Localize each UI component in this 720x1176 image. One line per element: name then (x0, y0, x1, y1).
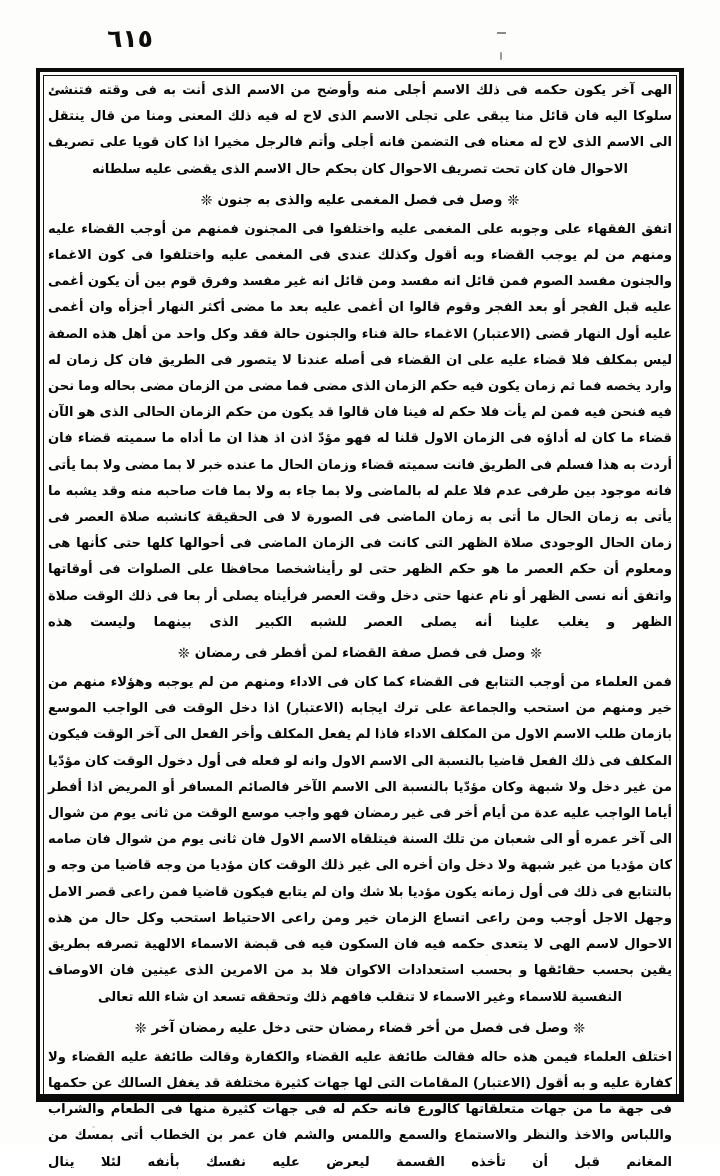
scan-speck (92, 1126, 95, 1128)
floret-icon-end: ❊ (134, 1020, 147, 1037)
floret-icon-start: ❊ (573, 1020, 586, 1037)
floret-icon-end: ❊ (200, 192, 213, 209)
scan-speck (486, 954, 488, 956)
paragraph-opening: الهى آخر يكون حكمه فى ذلك الاسم أجلى منه وأوضح من الاسم الذى أنت به فى وقته فتنشئ سلوكا اليه فان قائل منا يبقى على تجلى الاسم الذى لاح له فيه ذلك المعنى ومنا من قال ينتقل الى الاسم الذى لاح له معناه فى التضمن فانه أجلى وأتم فالرجل مخيرا اذا كان قويا على تصريف الاحوال فان كان تحت تصريف الاحوال كان بحكم حال الاسم الذى يقضى عليه سلطانه (48, 83, 672, 177)
section-heading-coma-text: وصل فى فصل المغمى عليه والذى به جنون (217, 192, 503, 208)
frame-right-rule (679, 68, 684, 1102)
folio-number: ٦١٥ (107, 24, 153, 53)
floret-icon-end: ❊ (178, 646, 190, 663)
paragraph-coma-madness: اتفق الفقهاء على وجوبه على المغمى عليه واختلفوا فى المجنون فمنهم من أوجب القضاء عليه ومنهم من لم يوجب القضاء وبه أقول وكذلك عندى فى المغمى عليه واختلفوا فى كون الاغماء والجنون مفسد الصوم فمن قائل انه مفسد ومن قائل انه غير مفسد وفرق قوم بين أن يكون أغمى عليه قبل الفجر أو بعد الفجر وقوم قالوا ان أغمى عليه بعد ما مضى أكثر النهار أجزأه وان أغمى عليه أول النهار قضى (الاعتبار) الاغماء حالة فناء والجنون حالة فقد وكل واحد من أهل هذه الصفة ليس بمكلف فلا قضاء عليه على ان القضاء فى أصله عندنا لا يتصور فى الطريق فان كل زمان له وارد يخصه فما ثم زمان يكون فيه حكم الزمان الذى مضى فما مضى من الزمان مضى بحاله وما نحن فيه فنحن فيه فمن لم يأت فلا حكم له فينا فان قالوا قد يكون من حكم الزمان الحالى الذى هو الآن قضاء ما كان له أداؤه فى الزمان الاول قلنا له فهو مؤدّ اذن اذ هذا ان ما أداه ما سميته قضاء فان أردت به هذا فسلم فى الطريق فانت سميته قضاء وزمان الحال ما عنده خبر لا بما مضى ولا بما يأتى فانه موجود بين طرفى عدم فلا علم له بالماضى ولا بما جاء به ولا بما فات صاحبه منه وقد يشبه ما يأتى به زمان الحال ما أتى به زمان الماضى فى الصورة لا فى الحقيقة كانشبه صلاة العصر فى زمان الحال الوجودى صلاة الظهر التى كانت فى الزمان الماضى فى أحوالها كلها حتى كأنها هى ومعلوم أن حكم العصر ما هو حكم الظهر حتى لو رأيناشخصا محافظا على الصلوات فى أوقاتها واتفق أنه نسى الظهر أو نام عنها حتى دخل وقت العصر فرأيناه يصلى أر بعا فى ذلك الوقت صلاة الظهر و يغلب علينا أنه يصلى العصر للشبه الكبير الذى بينهما وليست هذه (48, 221, 672, 630)
margin-mark-dash (497, 32, 506, 34)
floret-icon-start: ❊ (530, 646, 542, 663)
section-heading-coma (48, 185, 672, 216)
section-heading-delayed-text: وصل فى فصل من أخر قضاء رمضان حتى دخل عليه رمضان آخر (151, 1020, 569, 1036)
text-column (48, 78, 672, 1170)
section-heading-makeup (48, 638, 672, 669)
margin-mark-dot (500, 52, 502, 60)
paragraph-delayed-makeup: اختلف العلماء فيمن هذه حاله فقالت طائفة عليه القضاء والكفارة وقالت طائفة عليه القضاء ولا كفارة عليه و به أقول (الاعتبار) المقامات التى لها جهات كثيرة مختلفة قد يغفل السالك عن حكمها فى جهة ما من جهات متعلقاتها كالورع فانه حكم له فى جهات كثيرة منها فى الطعام والشراب واللباس والاخذ والنظر والاستماع والسمع واللمس والشم فان عمر بن الخطاب أتى بمسك من المغانم قبل أن تأخذه القسمة ليعرض عليه نفسك بأنفه لئلا ينال (48, 1049, 672, 1170)
section-heading-makeup-text: وصل فى فصل صفة القضاء لمن أفطر فى رمضان (194, 646, 526, 662)
paragraph-makeup-fast: فمن العلماء من أوجب التتابع فى القضاء كما كان فى الاداء ومنهم من لم يوجبه وهؤلاء منهم من خير ومنهم من استحب والجماعة على ترك ايجابه (الاعتبار) اذا دخل الوقت فى الواجب الموسع بازمان طلب الاسم الاول من المكلف الاداء فاذا لم يفعل المكلف وأخر الفعل الى آخر الوقت فيكون المكلف فى ذلك الفعل قاضيا بالنسبة الى الاسم الاول وانه لو فعله فى أول دخول الوقت كان مؤدّيا من غير دخل ولا شبهة وكان مؤدّيا بالنسبة الى الاسم الآخر فالصائم المسافر أو المريض اذا أفطر أياما الواجب عليه عدة من أيام أخر فى غير رمضان فهو واجب موسع الوقت من ثانى يوم من شوال الى آخر عمره أو الى شعبان من تلك السنة فيتلقاه الاسم الاول فان ثانى يوم من شوال فان صامه كان مؤديا من غير شبهة ولا دخل وان أخره الى غير ذلك الوقت كان مؤديا من وجه قاضيا من وجه و بالتتابع فى ذلك فى أول زمانه يكون مؤديا بلا شك وان لم يتابع فيكون قاضيا فمن راعى قصر الامل وجهل الاجل أوجب ومن راعى اتساع الزمان خير ومن راعى الاحتياط استحب وكل حال من هذه الاحوال لاسم الهى لا يتعدى حكمه فيه فان السكون فيه فى قبضة الاسماء الالهية تصرفه بطريق يقين بحسب حقائقها و بحسب استعدادات الاكوان فلا بد من الامرين الذى عينين فان الاوصاف النفسية للاسماء وغير الاسماء لا تنقلب فافهم ذلك وتحققه تسعد ان شاء الله تعالى (48, 675, 672, 1005)
floret-icon-start: ❊ (507, 192, 520, 209)
scan-speck (316, 1118, 318, 1120)
section-heading-delayed (48, 1013, 672, 1044)
scan-speck (63, 600, 65, 602)
